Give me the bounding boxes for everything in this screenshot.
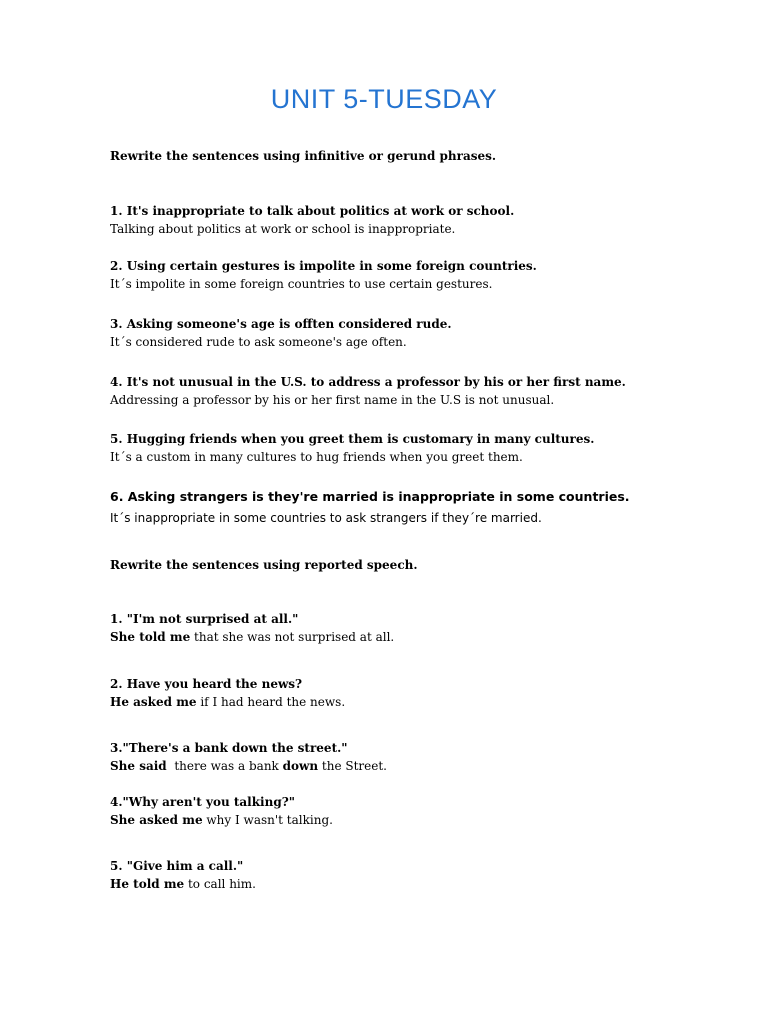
answer-text: Talking about politics at work or school is inappropriate.	[110, 222, 456, 236]
question-text: 4."Why aren't you talking?"	[110, 795, 296, 809]
section1-instruction: Rewrite the sentences using infinitive or gerund phrases.	[110, 149, 497, 163]
answer-line	[110, 757, 750, 775]
answer-text-end: the Street.	[318, 759, 387, 773]
question-text: 5. "Give him a call."	[110, 859, 244, 873]
answer-text: to call him.	[184, 877, 256, 891]
answer-lead: He asked me	[110, 695, 197, 709]
answer-lead: She asked me	[110, 813, 203, 827]
question-text: 4. It's not unusual in the U.S. to address a professor by his or her first name.	[110, 375, 626, 389]
answer-lead: She told me	[110, 630, 191, 644]
answer-text: if I had heard the news.	[196, 695, 346, 709]
answer-text: there was a bank	[166, 759, 283, 773]
answer-lead: He told me	[110, 877, 185, 891]
section1-item-6	[110, 488, 750, 527]
answer-line	[110, 693, 750, 711]
answer-text: that she was not surprised at all.	[190, 630, 395, 644]
section2-item-1	[110, 610, 750, 646]
section1-item-2	[110, 257, 750, 293]
answer-line	[110, 811, 750, 829]
answer-emphasis: down	[282, 759, 319, 773]
section2-item-3	[110, 739, 750, 775]
answer-line	[110, 875, 750, 893]
answer-line	[110, 628, 750, 646]
question-text: 3. Asking someone's age is offten considered rude.	[110, 317, 452, 331]
answer-text: It´s impolite in some foreign countries to use certain gestures.	[110, 277, 493, 291]
page-title: UNIT 5-TUESDAY	[270, 84, 498, 114]
question-text: 1. "I'm not surprised at all."	[110, 612, 299, 626]
question-text: 2. Using certain gestures is impolite in some foreign countries.	[110, 259, 537, 273]
section2-item-4	[110, 793, 750, 829]
section1-item-4	[110, 373, 750, 409]
section2-instruction: Rewrite the sentences using reported speech.	[110, 558, 418, 572]
section1-item-5	[110, 430, 750, 466]
answer-text: It´s inappropriate in some countries to ask strangers if they´re married.	[110, 511, 542, 525]
question-text: 5. Hugging friends when you greet them is customary in many cultures.	[110, 432, 595, 446]
question-text: 1. It's inappropriate to talk about politics at work or school.	[110, 204, 515, 218]
answer-text: It´s considered rude to ask someone's age often.	[110, 335, 407, 349]
answer-text: Addressing a professor by his or her first name in the U.S is not unusual.	[110, 393, 555, 407]
section1-item-3	[110, 315, 750, 351]
answer-text: It´s a custom in many cultures to hug friends when you greet them.	[110, 450, 523, 464]
section2-item-2	[110, 675, 750, 711]
section2-item-5	[110, 857, 750, 893]
answer-text: why I wasn't talking.	[202, 813, 333, 827]
question-text: 3."There's a bank down the street."	[110, 741, 348, 755]
answer-lead: She said	[110, 759, 167, 773]
question-text: 6. Asking strangers is they're married is inappropriate in some countries.	[110, 489, 630, 504]
question-text: 2. Have you heard the news?	[110, 677, 303, 691]
section1-item-1	[110, 202, 750, 238]
